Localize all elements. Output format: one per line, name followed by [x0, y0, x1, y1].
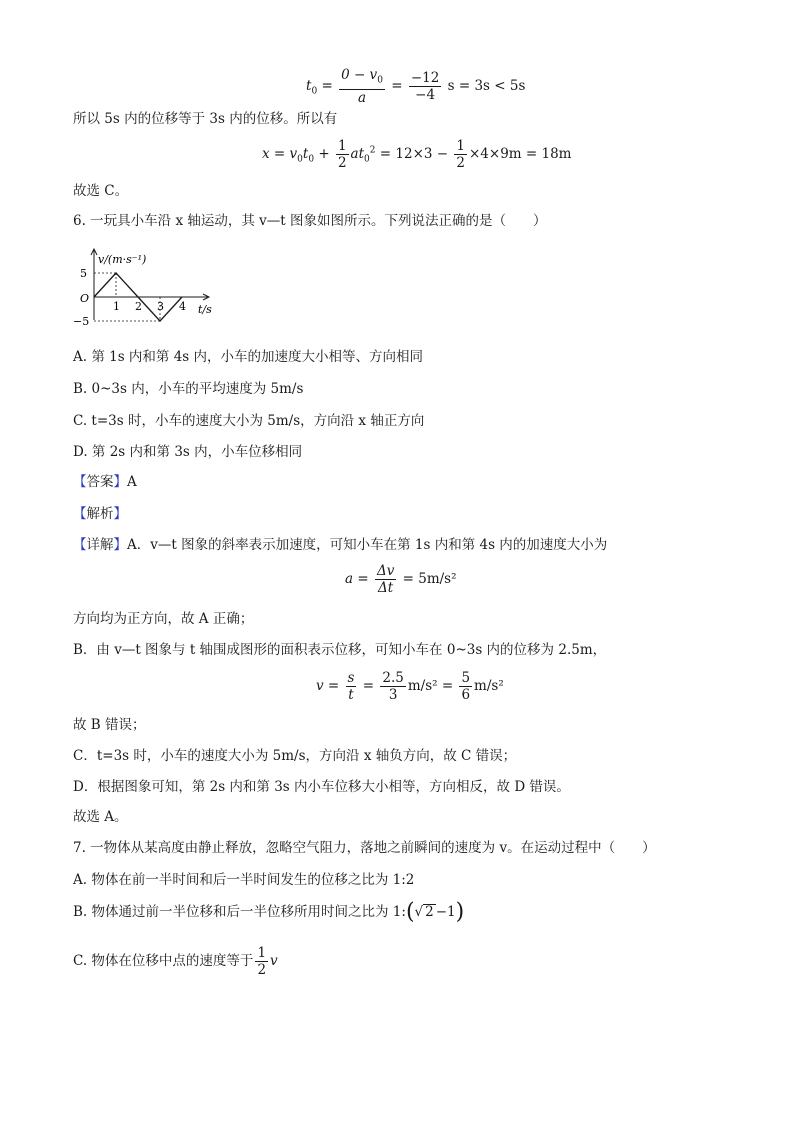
option-7b: B. 物体通过前一半位移和后一半位移所用时间之比为 1:(√ 2 −1) [73, 899, 465, 925]
option-6a: A. 第 1s 内和第 4s 内，小车的加速度大小相等、方向相同 [73, 349, 424, 365]
option-6c: C. t=3s 时，小车的速度大小为 5m/s，方向沿 x 轴正方向 [73, 413, 425, 429]
y-tick-neg5: −5 [73, 315, 90, 328]
paragraph: 所以 5s 内的位移等于 3s 内的位移。所以有 [73, 111, 338, 127]
detail-line-c: C．t=3s 时，小车的速度大小为 5m/s，方向沿 x 轴负方向，故 C 错误； [73, 748, 517, 764]
fraction: $\frac{2.5}{3}$ [382, 670, 404, 703]
vt-graph [72, 245, 232, 335]
equation-acceleration: a = $\frac{\Delta v}{\Delta t}$ = 5m/s² [345, 563, 457, 596]
fraction: $\frac{0 - v_0}{a}$ [341, 67, 383, 106]
fraction: $\frac{\Delta v}{\Delta t}$ [376, 563, 395, 596]
x-tick-1: 1 [113, 300, 120, 313]
y-axis-label: v/(m·s⁻¹) [98, 253, 147, 266]
question-7: 7. 一物体从某高度由静止释放，忽略空气阻力，落地之前瞬间的速度为 v。在运动过程中（ ） [73, 840, 656, 856]
x-tick-2: 2 [135, 300, 142, 313]
fraction: $\frac{-12}{-4}$ [410, 69, 440, 103]
option-6d: D. 第 2s 内和第 3s 内，小车位移相同 [73, 444, 303, 460]
x-tick-3: 3 [157, 300, 164, 313]
origin-label: O [80, 292, 90, 305]
paragraph: 故 B 错误； [73, 717, 146, 733]
fraction: $\frac{1}{2}$ [337, 138, 347, 171]
fraction: $\frac{1}{2}$ [257, 945, 267, 978]
option-6b: B. 0~3s 内，小车的平均速度为 5m/s [73, 381, 304, 397]
paragraph: 故选 A。 [73, 809, 128, 825]
equation-t0: $t_0$ = $\frac{0 - v_0}{a}$ = $\frac{-12}{-4}$ s = 3s < 5s [306, 67, 526, 106]
fraction: $\frac{5}{6}$ [461, 670, 471, 703]
detail-line-d: D．根据图象可知，第 2s 内和第 3s 内小车位移大小相等，方向相反，故 D 错误。 [73, 779, 570, 795]
paragraph: 方向均为正方向，故 A 正确； [73, 611, 254, 627]
answer-line: 【答案】A [73, 474, 137, 490]
analysis-heading: 【解析】 [73, 506, 127, 522]
fraction: $\frac{1}{2}$ [456, 138, 465, 171]
option-7a: A. 物体在前一半时间和后一半时间发生的位移之比为 1:2 [73, 872, 415, 888]
fraction: $\frac{s}{t}$ [347, 670, 355, 703]
x-axis-label: t/s [198, 303, 212, 316]
paragraph: 故选 C。 [73, 183, 129, 199]
option-7c: C. 物体在位移中点的速度等于 $\frac{1}{2}$ v [73, 945, 278, 978]
detail-line-a: 【详解】A．v—t 图象的斜率表示加速度，可知小车在第 1s 内和第 4s 内的加速度大小为 [73, 537, 608, 553]
question-6: 6. 一玩具小车沿 x 轴运动，其 v—t 图象如图所示。下列说法正确的是（ ） [73, 213, 547, 229]
y-tick-5: 5 [80, 267, 87, 280]
equation-average-velocity: v = $\frac{s}{t}$ = $\frac{2.5}{3}$ m/s² = $\frac{5}{6}$ m/s² [316, 670, 504, 703]
x-tick-4: 4 [179, 300, 186, 313]
detail-line-b: B．由 v—t 图象与 t 轴围成图形的面积表示位移，可知小车在 0~3s 内的位移为 2.5m， [73, 642, 607, 658]
equation-displacement: $x = v_0t_0$ + $\frac{1}{2}$ $at_0^2 = 12\times 3$ − $\frac{1}{2}$ ×4×9m = 18m [262, 138, 572, 171]
